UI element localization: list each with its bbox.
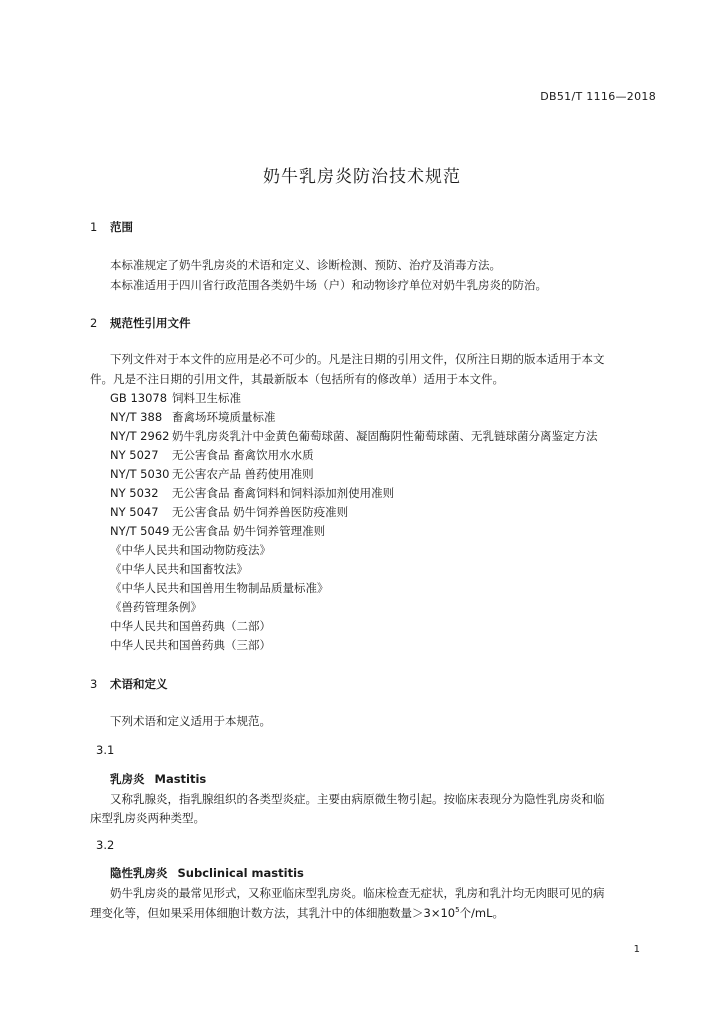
paragraph: 本标准适用于四川省行政范围各类奶牛场（户）和动物诊疗单位对奶牛乳房炎的防治。 [110, 278, 547, 292]
paragraph: 本标准规定了奶牛乳房炎的术语和定义、诊断检测、预防、治疗及消毒方法。 [110, 258, 501, 272]
law-item: 中华人民共和国兽药典（二部） [110, 619, 271, 633]
section-title: 范围 [110, 220, 133, 234]
law-item: 《中华人民共和国兽用生物制品质量标准》 [110, 581, 329, 595]
reference-item [110, 507, 348, 519]
term-chinese: 隐性乳房炎 [110, 866, 168, 880]
reference-code: NY/T 5030 [110, 467, 170, 481]
term-definition: 又称乳腺炎，指乳腺组织的各类型炎症。主要由病原微生物引起。按临床表现分为隐性乳房炎和临 [110, 792, 605, 806]
reference-name: 奶牛乳房炎乳汁中金黄色葡萄球菌、凝固酶阴性葡萄球菌、无乳链球菌分离鉴定方法 [172, 429, 598, 443]
term-chinese: 乳房炎 [110, 772, 145, 786]
reference-name: 无公害食品 奶牛饲养管理准则 [172, 524, 326, 538]
term-english: Mastitis [154, 772, 207, 786]
reference-code: NY 5027 [110, 448, 159, 462]
reference-name: 无公害农产品 兽药使用准则 [172, 467, 314, 481]
term-english: Subclinical mastitis [177, 866, 304, 880]
document-title: 奶牛乳房炎防治技术规范 [263, 167, 461, 187]
term-definition-continuation [90, 907, 504, 919]
reference-item [110, 469, 314, 481]
standard-code: DB51/T 1116—2018 [540, 90, 656, 103]
term-heading [110, 774, 206, 786]
reference-item [110, 412, 276, 424]
section-number: 1 [90, 220, 98, 234]
reference-item [110, 488, 394, 500]
section-heading-scope [90, 222, 133, 234]
definition-text: 个/mL。 [459, 905, 505, 920]
section-number: 2 [90, 316, 98, 330]
page-number: 1 [633, 944, 640, 955]
paragraph: 下列文件对于本文件的应用是必不可少的。凡是注日期的引用文件，仅所注日期的版本适用于本文 [110, 352, 605, 366]
reference-code: NY/T 388 [110, 410, 163, 424]
definition-text: 理变化等，但如果采用体细胞计数方法，其乳汁中的体细胞数量＞3×10 [90, 905, 456, 920]
section-heading-normative-references [90, 318, 191, 330]
section-heading-terms-and-definitions [90, 679, 168, 691]
paragraph-continuation: 件。凡是不注日期的引用文件，其最新版本（包括所有的修改单）适用于本文件。 [90, 372, 504, 386]
section-title: 规范性引用文件 [110, 316, 191, 330]
term-definition: 奶牛乳房炎的最常见形式，又称亚临床型乳房炎。临床检查无症状，乳房和乳汁均无肉眼可见的病 [110, 886, 605, 900]
law-item: 《兽药管理条例》 [110, 600, 202, 614]
reference-code: NY 5047 [110, 505, 159, 519]
reference-item [110, 450, 314, 462]
reference-name: 无公害食品 畜禽饲料和饲料添加剂使用准则 [172, 486, 395, 500]
term-number: 3.2 [96, 838, 115, 852]
reference-name: 饲料卫生标准 [172, 391, 241, 405]
law-item: 《中华人民共和国畜牧法》 [110, 562, 248, 576]
reference-name: 无公害食品 畜禽饮用水水质 [172, 448, 314, 462]
section-title: 术语和定义 [110, 677, 168, 691]
term-number: 3.1 [96, 743, 115, 757]
reference-name: 无公害食品 奶牛饲养兽医防疫准则 [172, 505, 349, 519]
reference-item [110, 526, 325, 538]
law-item: 《中华人民共和国动物防疫法》 [110, 543, 271, 557]
paragraph: 下列术语和定义适用于本规范。 [110, 714, 271, 728]
reference-item [110, 393, 241, 405]
reference-code: NY/T 5049 [110, 524, 170, 538]
reference-item [110, 431, 598, 443]
term-definition-continuation: 床型乳房炎两种类型。 [90, 811, 205, 825]
exponent: 5 [455, 906, 460, 914]
law-item: 中华人民共和国兽药典（三部） [110, 638, 271, 652]
term-heading [110, 868, 304, 880]
reference-code: GB 13078 [110, 391, 168, 405]
section-number: 3 [90, 677, 98, 691]
reference-code: NY/T 2962 [110, 429, 170, 443]
reference-code: NY 5032 [110, 486, 159, 500]
reference-name: 畜禽场环境质量标准 [172, 410, 276, 424]
